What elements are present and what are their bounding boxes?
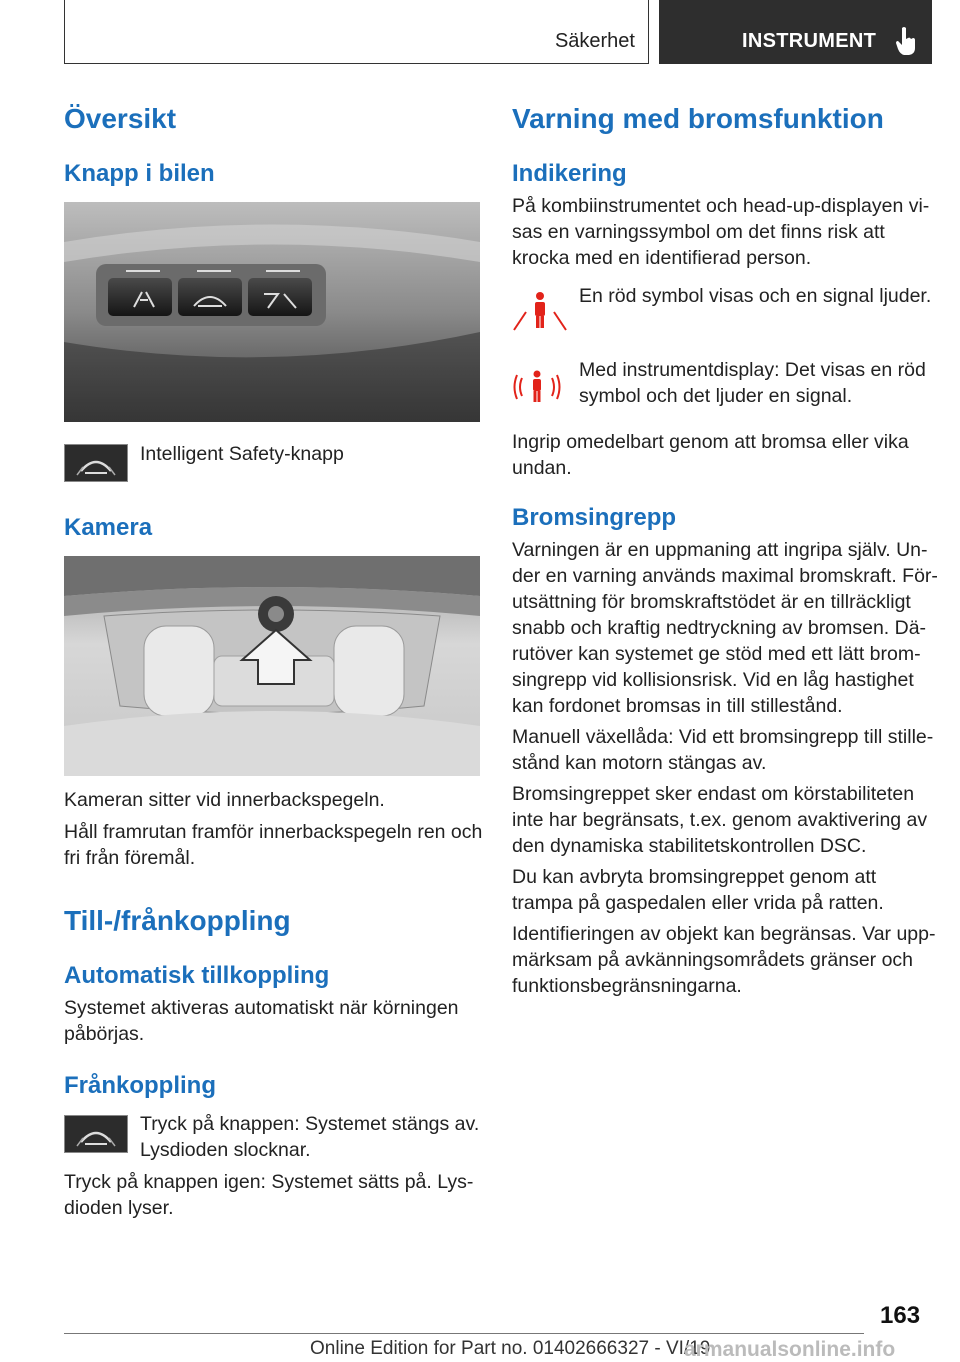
identification-text-line2: märksam på avkänningsområdets gränser och: [512, 949, 914, 971]
symbol2-text-line1: Med instrumentdisplay: Det visas en röd: [579, 359, 926, 381]
header-chapter-label: INSTRUMENT: [742, 30, 877, 52]
brake-warning-title: Varning med bromsfunktion: [512, 103, 884, 134]
brake-text-line4: snabb och kraftig nedtryckning av bromsen. Dä-: [512, 617, 927, 639]
footer-edition: Online Edition for Part no. 01402666327 - VI/19: [310, 1338, 711, 1359]
stability-text-line3: den dynamiska stabilitetskontrollen DSC.: [512, 835, 867, 857]
safety-button-off-icon: [64, 1115, 128, 1153]
camera-location-text: Kameran sitter vid innerbackspegeln.: [64, 789, 385, 811]
cancel-text-line2: trampa på gaspedalen eller vrida på ratten.: [512, 892, 884, 914]
pedestrian-warning-icon: [512, 290, 568, 334]
brake-text-line5: rutöver kan systemet ge stöd med ett lätt brom-: [512, 643, 921, 665]
header-section-label: Säkerhet: [554, 30, 635, 52]
auto-text-line2: påbörjas.: [64, 1023, 145, 1045]
action-text-line1: Ingrip omedelbart genom att bromsa eller vika: [512, 431, 909, 453]
indication-text-line3: krocka med en identifierad person.: [512, 247, 812, 269]
header-section-tab: [64, 0, 649, 64]
brake-text-line7: kan fordonet bromsas in till stillestånd.: [512, 695, 843, 717]
brake-text-line3: utsättning för bromskraftstödet är en tillräckligt: [512, 591, 911, 613]
off-icon-text-line1: Tryck på knappen: Systemet stängs av.: [140, 1113, 480, 1135]
footer-divider: [64, 1333, 864, 1334]
off-heading: Frånkoppling: [64, 1072, 216, 1099]
manual-text-line1: Manuell växellåda: Vid ett bromsingrepp till stille-: [512, 726, 934, 748]
manual-text-line2: stånd kan motorn stängas av.: [512, 752, 767, 774]
camera-heading: Kamera: [64, 514, 153, 541]
brake-text-line1: Varningen är en uppmaning att ingripa själv. Un-: [512, 539, 928, 561]
indication-text-line1: På kombiinstrumentet och head-up-displayen vi-: [512, 195, 930, 217]
brake-intervention-heading: Bromsingrepp: [512, 504, 677, 531]
camera-photo: [64, 556, 480, 776]
button-panel-photo: [64, 202, 480, 422]
camera-clean-text-line1: Håll framrutan framför innerbackspegeln ren och: [64, 821, 483, 843]
brake-text-line6: singrepp vid kollisionsrisk. Vid en låg hastighet: [512, 669, 914, 691]
action-text-line2: undan.: [512, 457, 572, 479]
symbol1-text: En röd symbol visas och en signal ljuder.: [579, 285, 932, 307]
indication-heading: Indikering: [512, 160, 627, 187]
hand-pointer-icon: [895, 26, 917, 56]
intelligent-safety-button-icon: [64, 444, 128, 482]
symbol2-text-line2: symbol och det ljuder en signal.: [579, 385, 853, 407]
stability-text-line1: Bromsingreppet sker endast om körstabiliteten: [512, 783, 915, 805]
header-chapter-tab: [659, 0, 932, 64]
watermark: armanualsonline.info: [684, 1338, 896, 1361]
auto-heading: Automatisk tillkoppling: [64, 962, 330, 989]
auto-text-line1: Systemet aktiveras automatiskt när körningen: [64, 997, 459, 1019]
identification-text-line3: funktionsbegränsningarna.: [512, 975, 742, 997]
brake-text-line2: der en varning används maximal bromskraft. För-: [512, 565, 938, 587]
off-text-line1: Tryck på knappen igen: Systemet sätts på. Lys-: [64, 1171, 474, 1193]
pedestrian-signal-icon: [512, 370, 562, 404]
off-text-line2: dioden lyser.: [64, 1197, 174, 1219]
page-number: 163: [880, 1302, 921, 1329]
identification-text-line1: Identifieringen av objekt kan begränsas. Var upp-: [512, 923, 936, 945]
camera-clean-text-line2: fri från föremål.: [64, 847, 196, 869]
indication-text-line2: sas en varningssymbol om det finns risk att: [512, 221, 885, 243]
overview-title: Översikt: [64, 103, 177, 134]
button-caption: Intelligent Safety-knapp: [140, 443, 344, 465]
onoff-title: Till-/frånkoppling: [64, 905, 291, 936]
off-icon-text-line2: Lysdioden slocknar.: [140, 1139, 311, 1161]
button-heading: Knapp i bilen: [64, 160, 215, 187]
stability-text-line2: inte har begränsats, t.ex. genom avaktivering av: [512, 809, 928, 831]
cancel-text-line1: Du kan avbryta bromsingreppet genom att: [512, 866, 877, 888]
